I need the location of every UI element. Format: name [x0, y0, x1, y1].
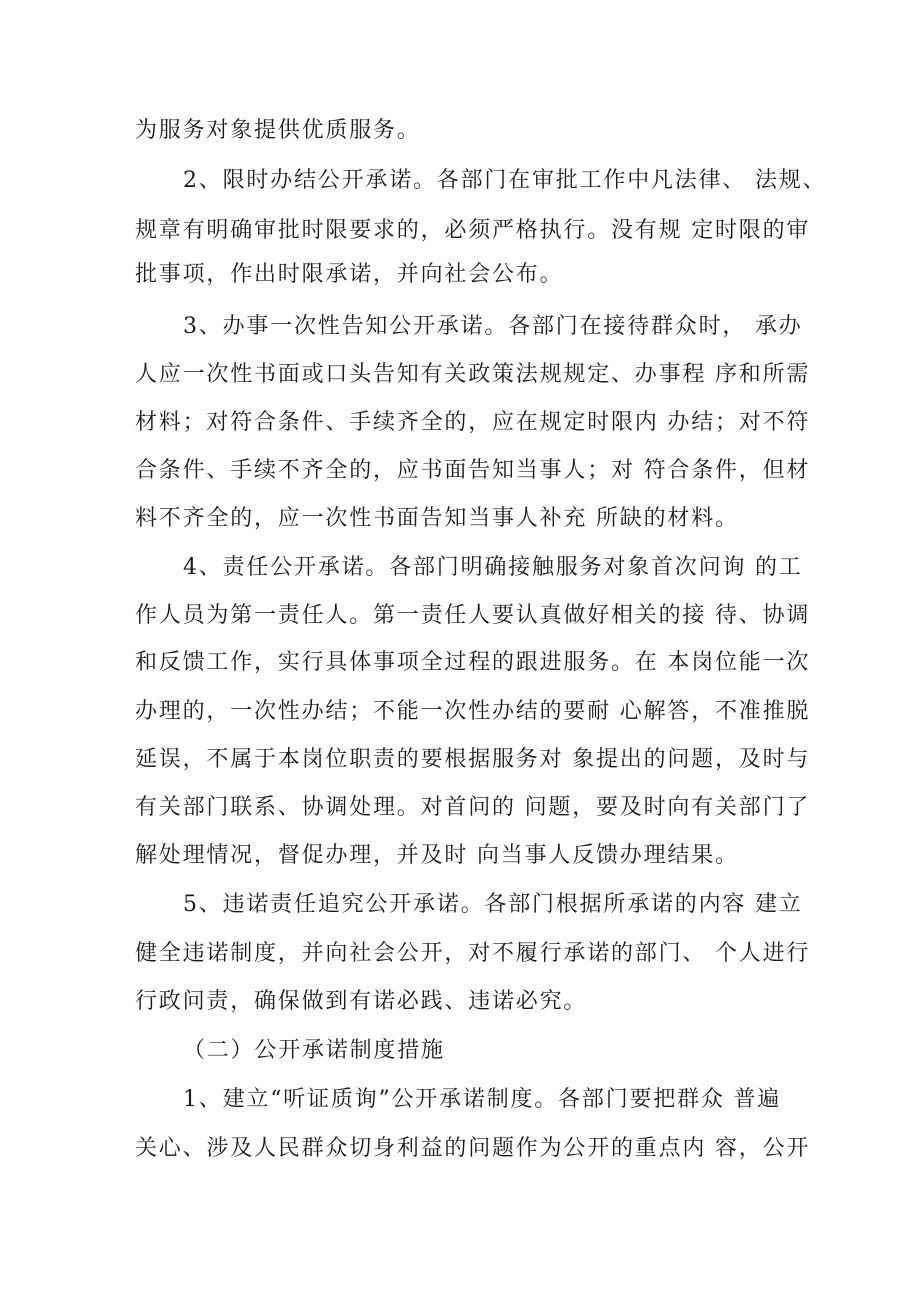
text-line-12: 和反馈工作，实行具体事项全过程的跟进服务。在 本岗位能一次: [135, 650, 811, 675]
text-line-17: 5、违诺责任追究公开承诺。各部门根据所承诺的内容 建立: [183, 892, 803, 917]
text-line-11: 作人员为第一责任人。第一责任人要认真做好相关的接 待、协调: [135, 603, 811, 628]
text-line-10: 4、责任公开承诺。各部门明确接触服务对象首次问询 的工: [183, 555, 803, 580]
text-line-3: 规章有明确审批时限要求的，必须严格执行。没有规 定时限的审: [135, 218, 811, 243]
text-line-4: 批事项，作出时限承诺，并向社会公布。: [135, 262, 564, 287]
text-line-7: 材料；对符合条件、手续齐全的，应在规定时限内 办结；对不符: [135, 410, 811, 435]
text-line-21: 1、建立“听证质询”公开承诺制度。各部门要把群众 普遍: [183, 1087, 782, 1112]
section-heading: （二）公开承诺制度措施: [183, 1038, 445, 1063]
text-line-9: 料不齐全的，应一次性书面告知当事人补充 所缺的材料。: [135, 506, 739, 531]
text-line-6: 人应一次性书面或口头告知有关政策法规规定、办事程 序和所需: [135, 362, 811, 387]
text-line-1: 为服务对象提供优质服务。: [135, 118, 421, 143]
text-line-13: 办理的，一次性办结；不能一次性办结的要耐 心解答，不准推脱: [135, 699, 811, 724]
text-line-14: 延误，不属于本岗位职责的要根据服务对 象提出的问题，及时与: [135, 747, 811, 772]
text-line-19: 行政问责，确保做到有诺必践、违诺必究。: [135, 989, 588, 1014]
text-line-16: 解处理情况，督促办理，并及时 向当事人反馈办理结果。: [135, 843, 739, 868]
text-line-8: 合条件、手续不齐全的，应书面告知当事人；对 符合条件，但材: [135, 458, 811, 483]
text-line-5: 3、办事一次性告知公开承诺。各部门在接待群众时， 承办: [183, 314, 803, 339]
text-line-22: 关心、涉及人民群众切身利益的问题作为公开的重点内 容，公开: [135, 1136, 811, 1161]
text-line-18: 健全违诺制度，并向社会公开，对不履行承诺的部门、 个人进行: [135, 941, 811, 966]
text-line-2: 2、限时办结公开承诺。各部门在审批工作中凡法律、 法规、: [183, 168, 827, 193]
text-line-15: 有关部门联系、协调处理。对首问的 问题，要及时向有关部门了: [135, 795, 811, 820]
